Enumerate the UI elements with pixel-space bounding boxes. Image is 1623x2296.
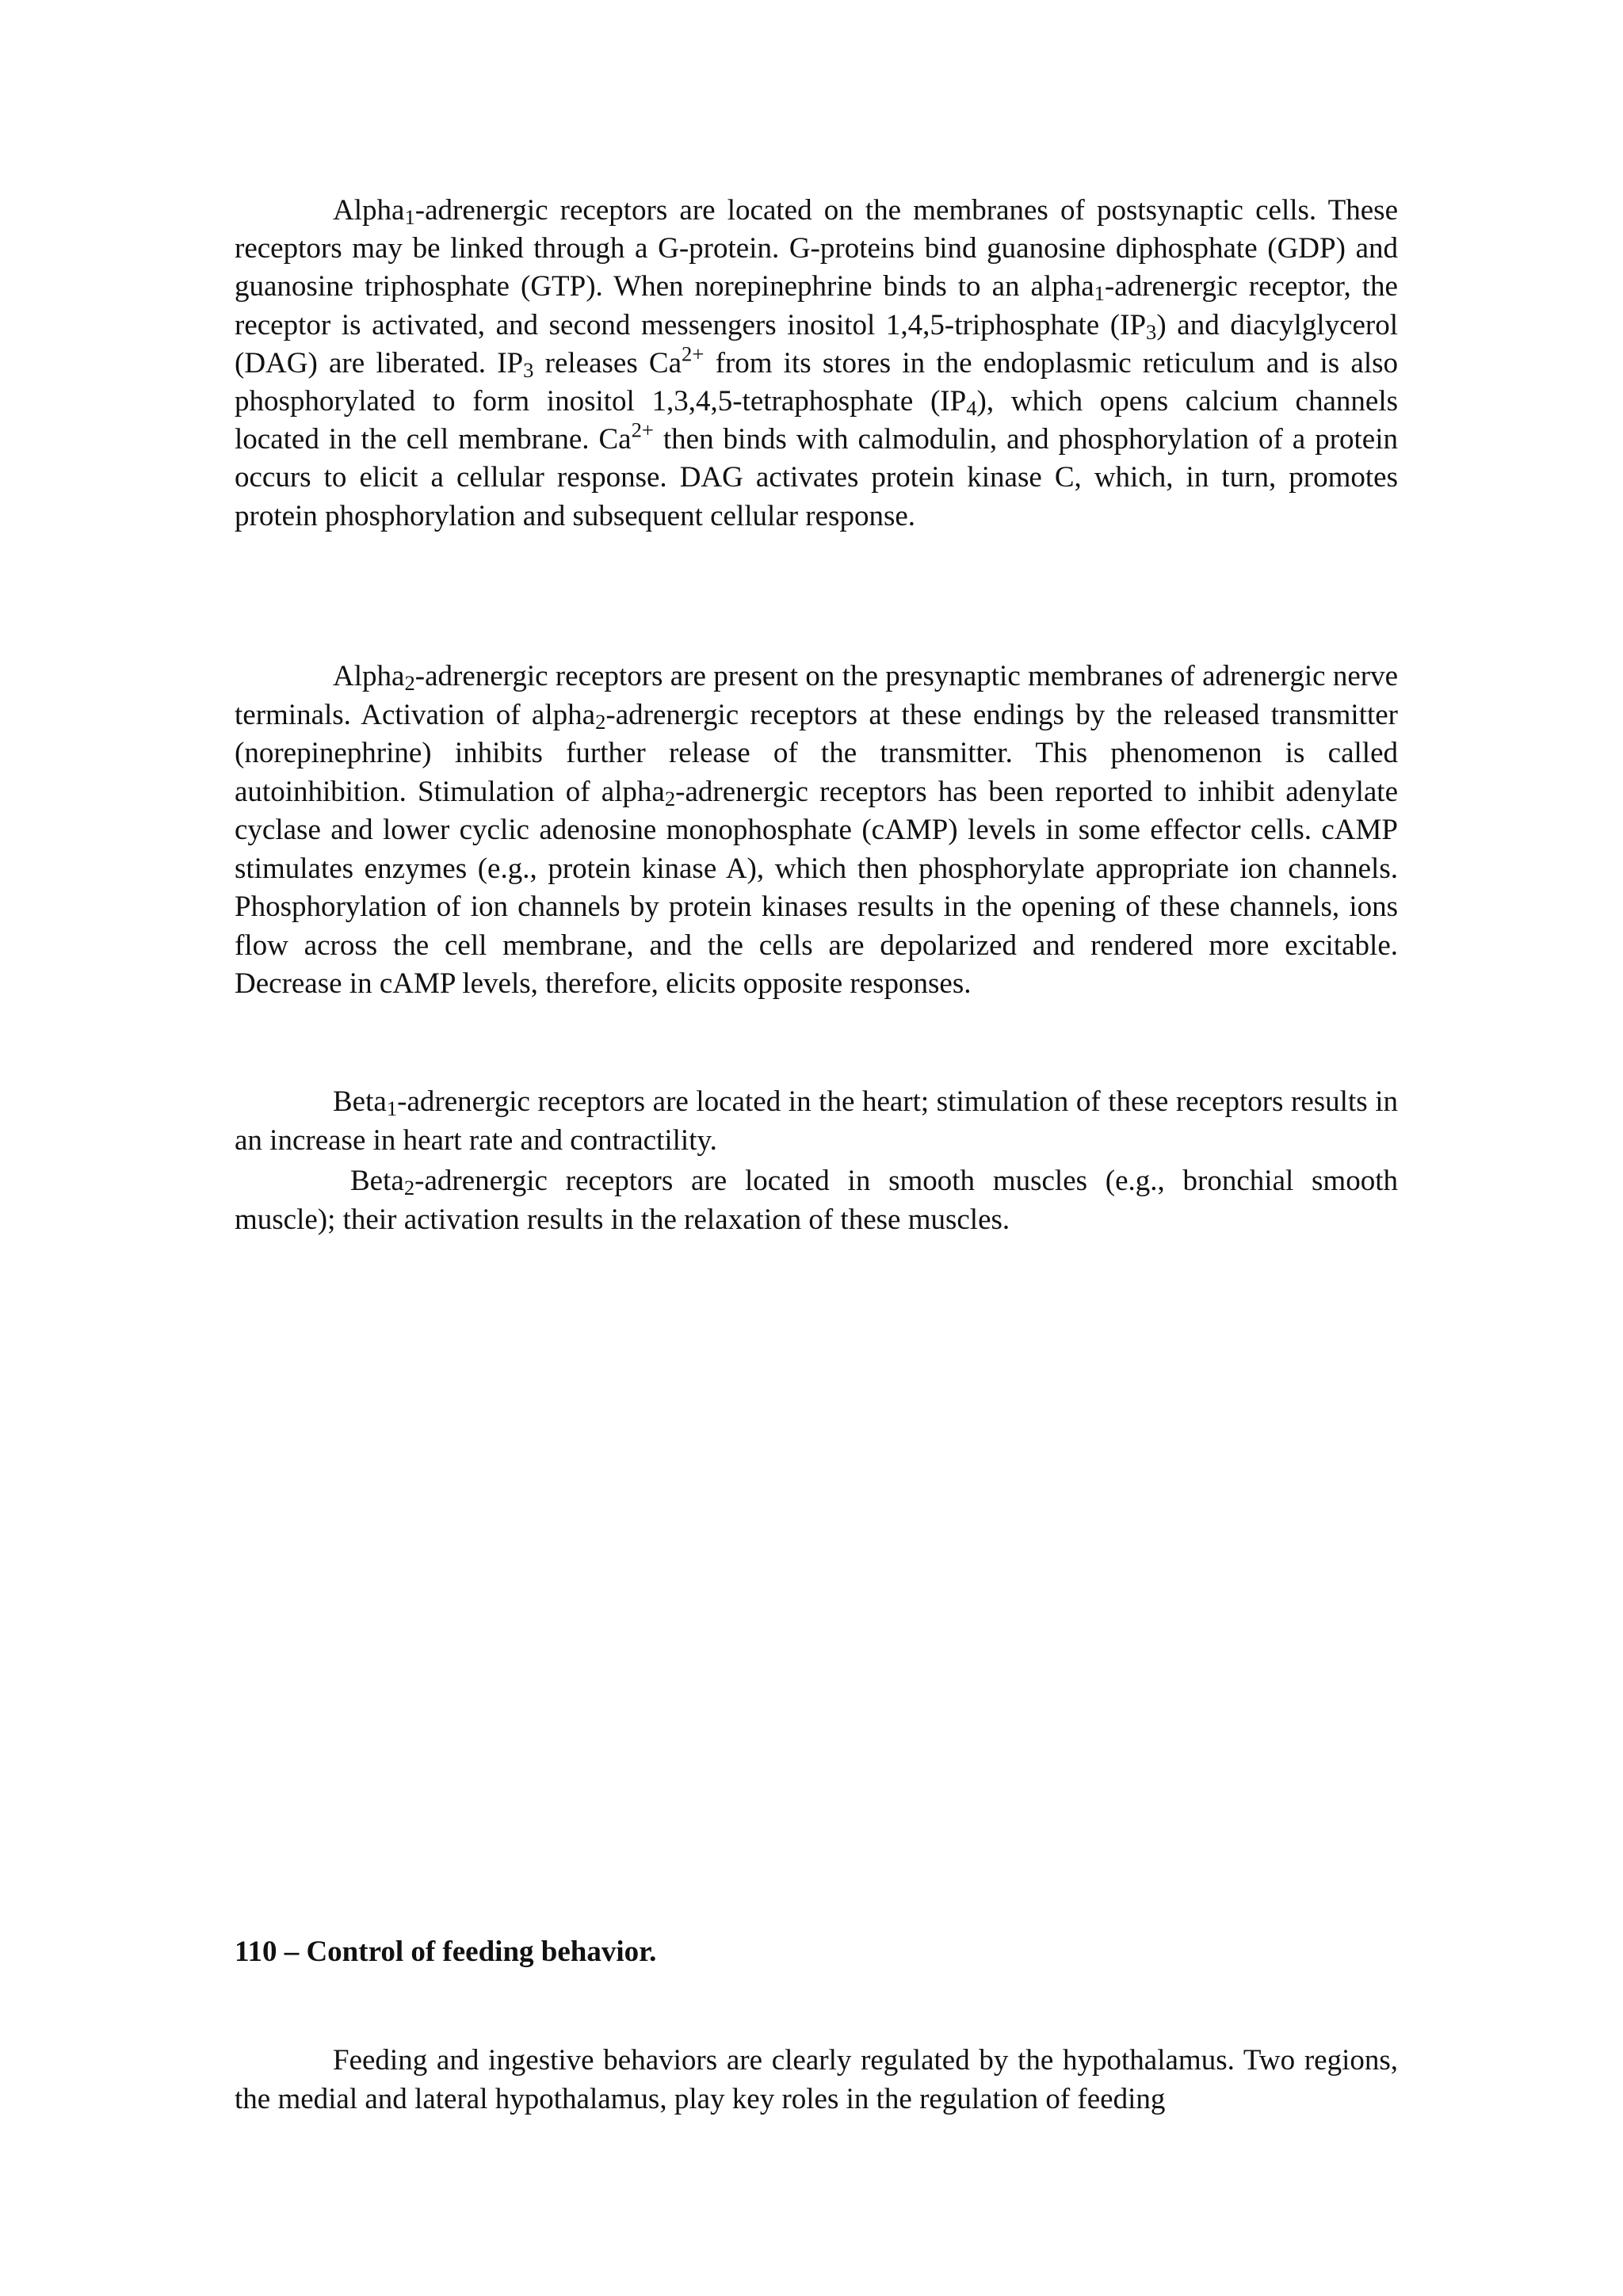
section-heading: 110 – Control of feeding behavior. xyxy=(235,1936,657,1968)
paragraph-feeding-behavior: Feeding and ingestive behaviors are clearly regulated by the hypothalamus. Two regions, the medial and lateral hypothalamus, play key roles in the regulation of feeding xyxy=(235,2044,1398,2115)
paragraph-beta2-receptors: Beta$_2$-adrenergic receptors are located in smooth muscles (e.g., bronchial smooth muscle); their activation results in the relaxation of these muscles. xyxy=(235,1165,1398,1236)
paragraph-beta1-receptors: Beta$_1$-adrenergic receptors are located in the heart; stimulation of these receptors results in an increase in heart rate and contractility. xyxy=(235,1085,1398,1157)
paragraph-alpha2-receptors: Alpha$_2$-adrenergic receptors are present on the presynaptic membranes of adrenergic nerve terminals. Activation of alpha$_2$-adrenergic receptors at these endings by the released transmitter (norepinephrine) inhibits further release of the transmitter. This phenomenon is called autoinhibition. Stimulation of alpha$_2$-adrenergic receptors has been reported to inhibit adenylate cyclase and lower cyclic adenosine monophosphate (cAMP) levels in some effector cells. cAMP stimulates enzymes (e.g., protein kinase A), which then phosphorylate appropriate ion channels. Phosphorylation of ion channels by protein kinases results in the opening of these channels, ions flow across the cell membrane, and the cells are depolarized and rendered more excitable. Decrease in cAMP levels, therefore, elicits opposite responses. xyxy=(235,660,1398,1000)
paragraph-alpha1-receptors: Alpha$_1$-adrenergic receptors are located on the membranes of postsynaptic cells. These receptors may be linked through a G-protein. G-proteins bind guanosine diphosphate (GDP) and guanosine triphosphate (GTP). When norepinephrine binds to an alpha$_1$-adrenergic receptor, the receptor is activated, and second messengers inositol 1,4,5-triphosphate $(IP_3)$ and diacylglycerol (DAG) are liberated. $IP_3$ releases $Ca^{2+}$ from its stores in the endoplasmic reticulum and is also phosphorylated to form inositol 1,3,4,5-tetraphosphate $(IP_4)$, which opens calcium channels located in the cell membrane. $Ca^{2+}$ then binds with calmodulin, and phosphorylation of a protein occurs to elicit a cellular response. DAG activates protein kinase C, which, in turn, promotes protein phosphorylation and subsequent cellular response. xyxy=(235,194,1399,532)
